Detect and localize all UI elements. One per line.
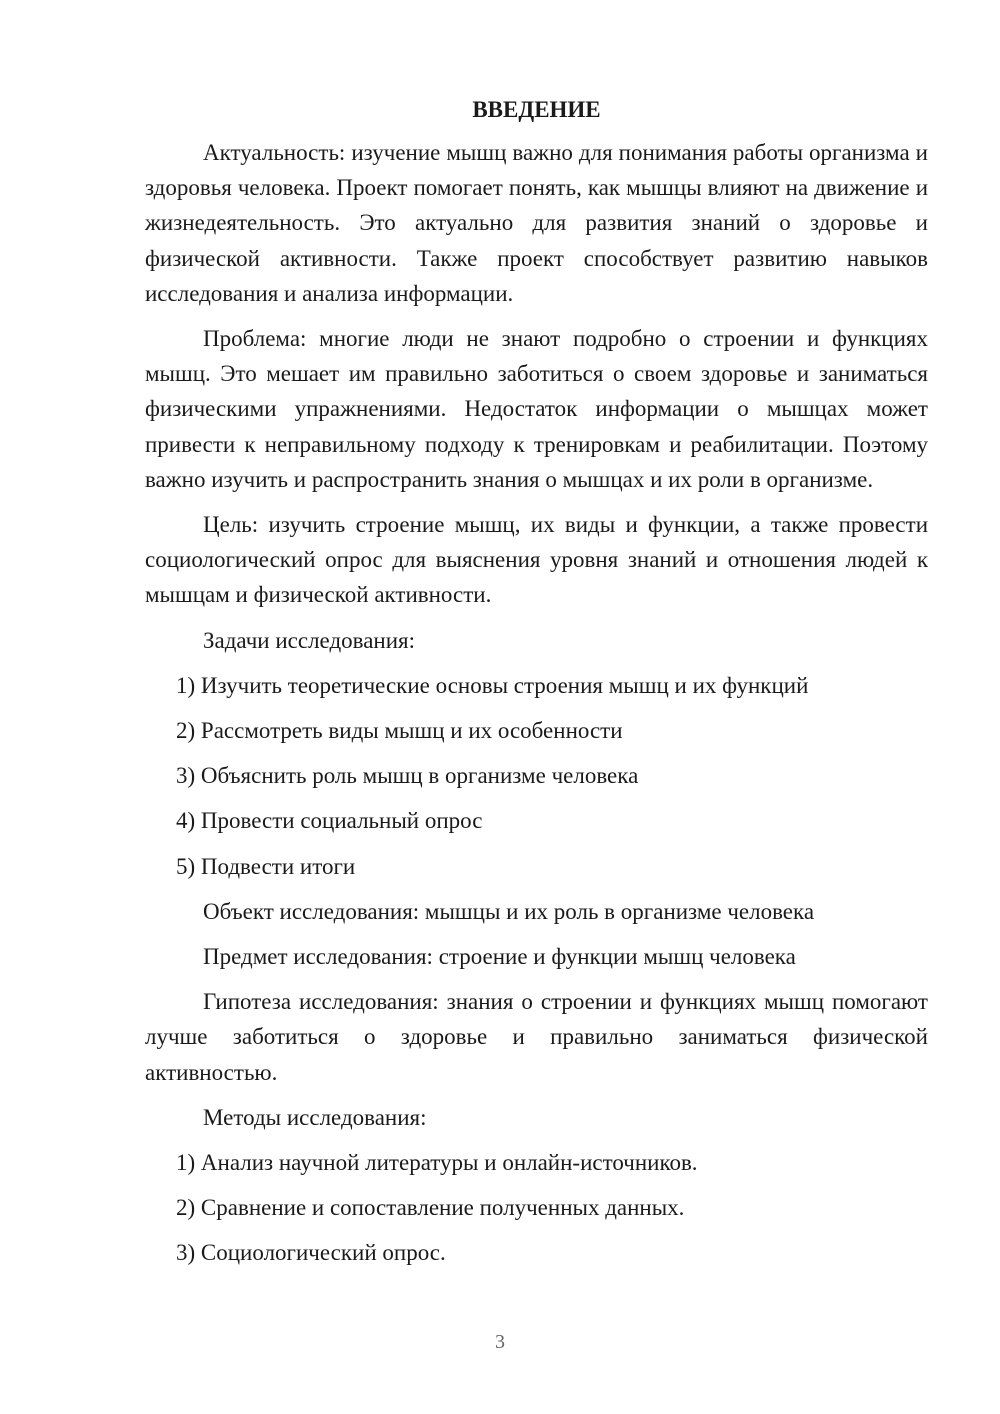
task-item-2: 2) Рассмотреть виды мышц и их особенности: [176, 718, 623, 744]
research-subject: Предмет исследования: строение и функции мышц человека: [203, 944, 796, 970]
relevance-paragraph: Актуальность: изучение мышц важно для понимания работы организма и здоровья человека. Проект помогает понять, как мышцы влияют на движение и жизнедеятельность. Это актуально для развития знаний о здоровье и физической активности. Также проект способствует развитию навыков исследования и анализа информации.: [145, 140, 928, 306]
page-title: ВВЕДЕНИЕ: [472, 97, 601, 122]
tasks-heading: Задачи исследования:: [203, 627, 416, 653]
methods-heading: Методы исследования:: [203, 1104, 427, 1130]
method-item-3: 3) Социологический опрос.: [176, 1240, 446, 1266]
method-item-1: 1) Анализ научной литературы и онлайн-источников.: [176, 1150, 698, 1176]
task-item-1: 1) Изучить теоретические основы строения мышц и их функций: [176, 672, 809, 698]
goal-paragraph: Цель: изучить строение мышц, их виды и функции, а также провести социологический опрос для выяснения уровня знаний и отношения людей к мышцам и физической активности.: [145, 512, 928, 608]
hypothesis-paragraph: Гипотеза исследования: знания о строении и функциях мышц помогают лучше заботиться о здоровье и правильно заниматься физической активностью.: [145, 989, 928, 1085]
method-item-2: 2) Сравнение и сопоставление полученных данных.: [176, 1195, 685, 1221]
task-item-3: 3) Объяснить роль мышц в организме человека: [176, 763, 639, 789]
document-page: [145, 92, 928, 1281]
problem-paragraph: Проблема: многие люди не знают подробно о строении и функциях мышц. Это мешает им правильно заботиться о своем здоровье и заниматься физическими упражнениями. Недостаток информации о мышцах может привести к неправильному подходу к тренировкам и реабилитации. Поэтому важно изучить и распространить знания о мышцах и их роли в организме.: [145, 326, 928, 492]
page-number: 3: [495, 1331, 505, 1353]
research-object: Объект исследования: мышцы и их роль в организме человека: [203, 898, 815, 924]
task-item-5: 5) Подвести итоги: [176, 853, 356, 879]
task-item-4: 4) Провести социальный опрос: [176, 808, 483, 834]
